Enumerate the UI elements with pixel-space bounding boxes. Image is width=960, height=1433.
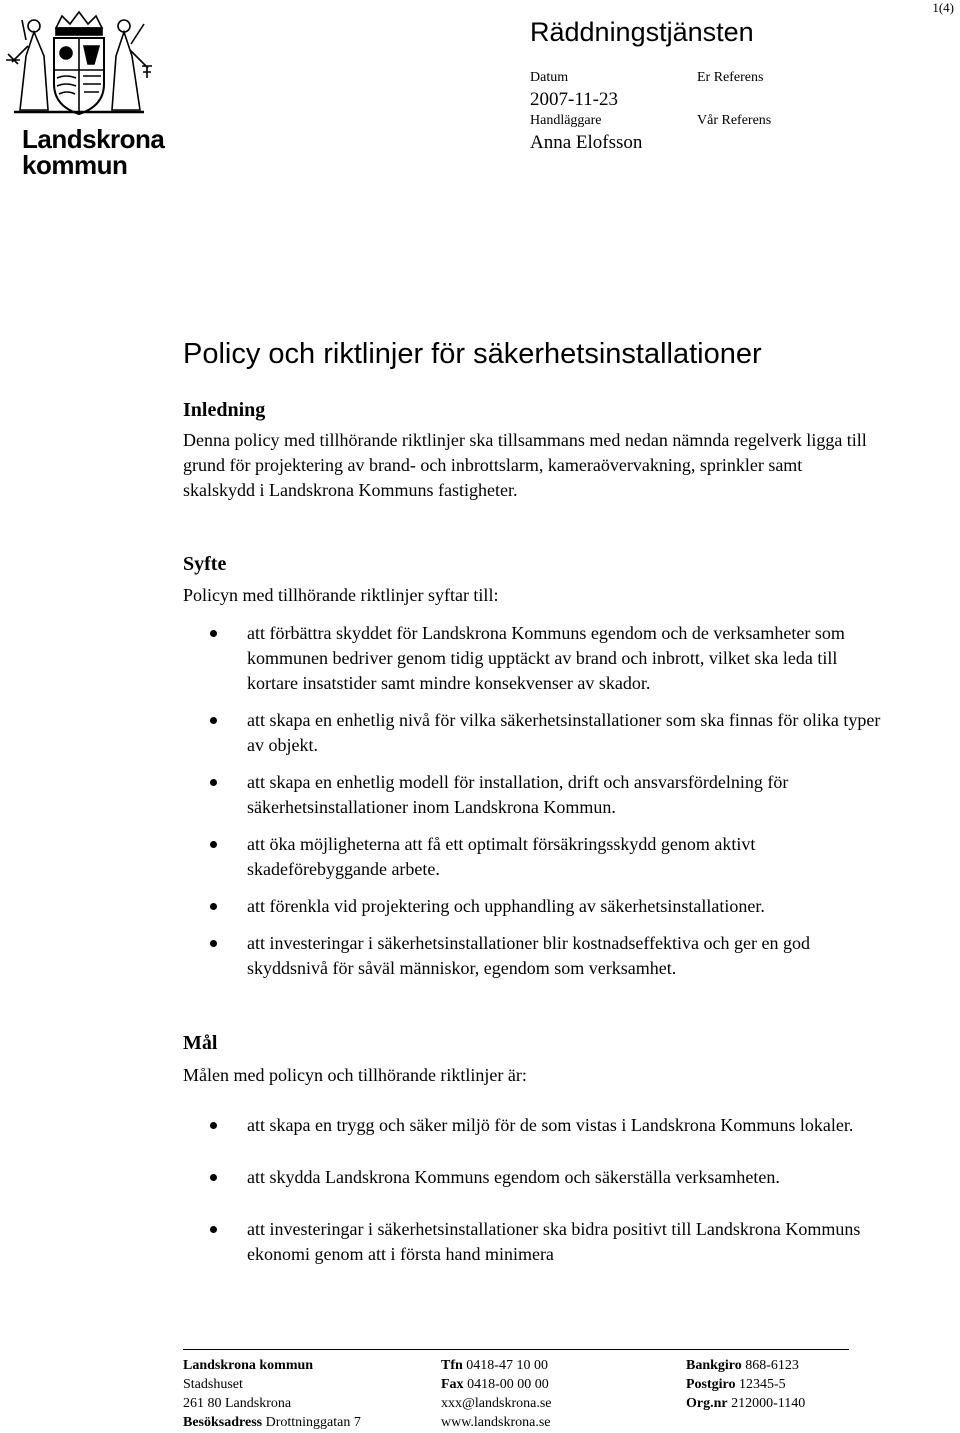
list-item: att förbättra skyddet för Landskrona Kommuns egendom och de verksamheter som kommunen bedriver genom tidig upptäckt av brand och inbrott, vilket ska leda till kortare insatstider samt mindre konsekvenser av skador.	[183, 621, 883, 696]
footer-orgnr-label: Org.nr	[686, 1396, 728, 1411]
list-item: att investeringar i säkerhetsinstallationer ska bidra positivt till Landskrona Kommuns ekonomi genom att i första hand minimera	[183, 1217, 883, 1267]
logo-wordmark-line1: Landskrona	[22, 124, 165, 154]
footer-address	[183, 1356, 361, 1432]
list-item: att öka möjligheterna att få ett optimalt försäkringsskydd genom aktivt skadeförebyggande arbete.	[183, 832, 883, 882]
intro-paragraph: Denna policy med tillhörande riktlinjer ska tillsammans med nedan nämnda regelverk ligga till grund för projektering av brand- och inbrottslarm, kameraövervakning, sprinkler samt skalskydd i Landskrona Kommuns fastigheter.	[183, 430, 867, 500]
list-item: att skapa en trygg och säker miljö för de som vistas i Landskrona Kommuns lokaler.	[183, 1113, 883, 1138]
footer-bankgiro	[686, 1356, 805, 1375]
goals-lead: Målen med policyn och tillhörande riktlinjer är:	[183, 1065, 527, 1085]
footer-postgiro	[686, 1375, 805, 1394]
footer-email: xxx@landskrona.se	[441, 1396, 552, 1411]
municipality-logo	[4, 6, 165, 180]
document-title: Policy och riktlinjer för säkerhetsinstallationer	[183, 338, 762, 370]
footer-divider	[183, 1349, 849, 1350]
purpose-lead: Policyn med tillhörande riktlinjer syftar till:	[183, 585, 499, 605]
footer-orgnr	[686, 1394, 805, 1413]
footer-website: www.landskrona.se	[441, 1415, 551, 1430]
footer-org-name: Landskrona kommun	[183, 1358, 314, 1373]
list-item: att skapa en enhetlig nivå för vilka säkerhetsinstallationer som ska finnas för olika typer av objekt.	[183, 708, 883, 758]
purpose-heading: Syfte	[183, 553, 227, 575]
our-reference-label: Vår Referens	[697, 113, 772, 128]
your-reference-label: Er Referens	[697, 70, 764, 85]
department-name: Räddningstjänsten	[530, 17, 754, 47]
footer-fax-label: Fax	[441, 1377, 464, 1392]
intro-heading: Inledning	[183, 399, 266, 421]
list-item: att skydda Landskrona Kommuns egendom och säkerställa verksamheten.	[183, 1165, 883, 1190]
footer-bankgiro-value: 868-6123	[745, 1358, 799, 1373]
handler-value: Anna Elofsson	[530, 132, 643, 153]
footer-bankgiro-label: Bankgiro	[686, 1358, 742, 1373]
logo-wordmark-line2: kommun	[22, 150, 128, 180]
list-item: att investeringar i säkerhetsinstallationer blir kostnadseffektiva och ger en god skyddsnivå för såväl människor, egendom som verksamhet.	[183, 931, 883, 981]
footer-visit-label: Besöksadress	[183, 1415, 263, 1430]
footer-contact	[441, 1356, 551, 1432]
goals-list	[183, 1113, 883, 1267]
list-item: att förenkla vid projektering och upphandling av säkerhetsinstallationer.	[183, 894, 883, 919]
footer-postgiro-value: 12345-5	[739, 1377, 786, 1392]
goals-heading: Mål	[183, 1032, 218, 1054]
footer-fax	[441, 1375, 551, 1394]
date-value: 2007-11-23	[530, 89, 618, 110]
footer-visit-value: Drottninggatan 7	[265, 1415, 361, 1430]
page-number: 1(4)	[932, 0, 954, 15]
handler-label: Handläggare	[530, 113, 602, 128]
footer-phone	[441, 1356, 551, 1375]
footer-phone-label: Tfn	[441, 1358, 463, 1373]
footer-building: Stadshuset	[183, 1377, 243, 1392]
footer-postal-address: 261 80 Landskrona	[183, 1396, 292, 1411]
date-label: Datum	[530, 70, 569, 85]
footer-orgnr-value: 212000-1140	[731, 1396, 806, 1411]
footer-bank	[686, 1356, 805, 1413]
coat-of-arms-icon	[4, 6, 154, 121]
footer-postgiro-label: Postgiro	[686, 1377, 736, 1392]
list-item: att skapa en enhetlig modell för installation, drift och ansvarsfördelning för säkerhetsinstallationer inom Landskrona Kommun.	[183, 770, 883, 820]
purpose-list	[183, 621, 883, 981]
footer-visit-address	[183, 1413, 361, 1432]
footer-phone-value: 0418-47 10 00	[466, 1358, 548, 1373]
footer-fax-value: 0418-00 00 00	[467, 1377, 549, 1392]
